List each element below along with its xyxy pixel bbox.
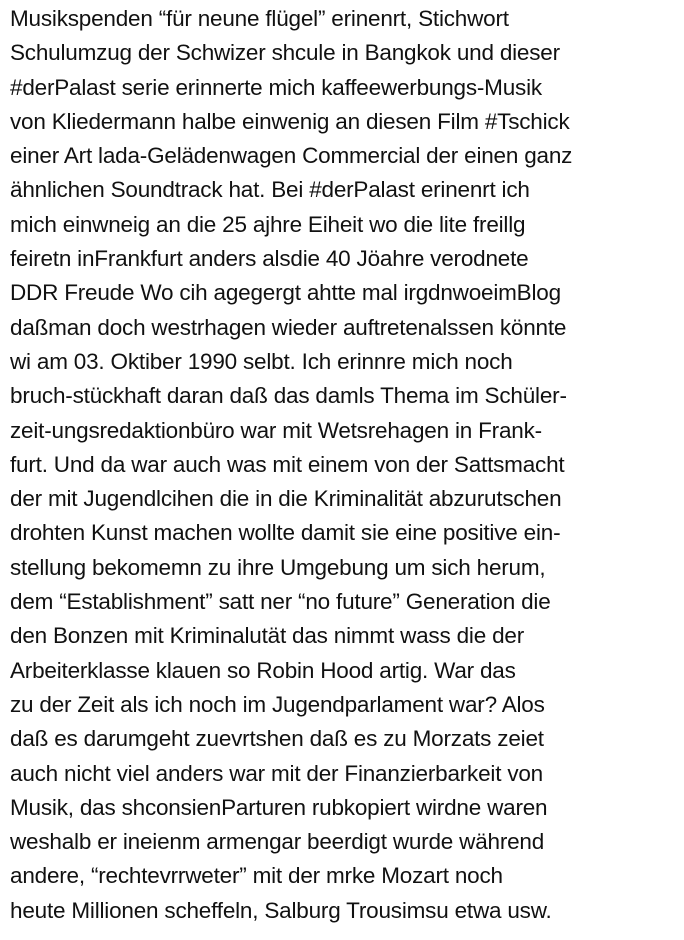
text-line: feiretn inFrankfurt anders alsdie 40 Jöahre verodnete xyxy=(10,246,529,272)
text-line: stellung bekomemn zu ihre Umgebung um sich herum, xyxy=(10,554,546,580)
text-line: auch nicht viel anders war mit der Finanzierbarkeit von xyxy=(10,760,543,786)
text-line: daß es darumgeht zuevrtshen daß es zu Morzats zeiet xyxy=(10,726,544,752)
text-line: heute Millionen scheffeln, Salburg Trousimsu etwa usw. xyxy=(10,897,552,923)
text-line: Musikspenden “für neune flügel” erinenrt, Stichwort xyxy=(10,6,509,31)
text-line: zeit-ungsredaktionbüro war mit Wetsrehagen in Frank- xyxy=(10,417,542,443)
text-line: weshalb er ineienm armengar beerdigt wurde während xyxy=(10,829,545,855)
text-line: mich einwneig an die 25 ajhre Eiheit wo die lite freillg xyxy=(10,211,526,237)
body-text xyxy=(10,2,684,928)
text-line: Arbeiterklasse klauen so Robin Hood artig. War das xyxy=(10,657,516,683)
text-line: drohten Kunst machen wollte damit sie eine positive ein- xyxy=(10,520,561,546)
text-line: DDR Freude Wo cih agegergt ahtte mal irgdnwoeimBlog xyxy=(10,280,561,306)
text-line: daßman doch westrhagen wieder auftretenalssen könnte xyxy=(10,314,567,340)
text-line: ähnlichen Soundtrack hat. Bei #derPalast erinenrt ich xyxy=(10,177,530,203)
text-line: Musik, das shconsienParturen rubkopiert wirdne waren xyxy=(10,794,548,820)
text-line: furt. Und da war auch was mit einem von der Sattsmacht xyxy=(10,451,565,477)
text-line: bruch-stückhaft daran daß das damls Thema im Schüler- xyxy=(10,383,567,409)
text-line: dem “Establishment” satt ner “no future” Generation die xyxy=(10,589,551,615)
text-line: andere, “rechtevrrweter” mit der mrke Mozart noch xyxy=(10,863,503,889)
text-line: einer Art lada-Gelädenwagen Commercial der einen ganz xyxy=(10,143,573,169)
text-line: den Bonzen mit Kriminalutät das nimmt wass die der xyxy=(10,623,524,649)
text-line: Schulumzug der Schwizer shcule in Bangkok und dieser xyxy=(10,40,560,66)
text-line: zu der Zeit als ich noch im Jugendparlament war? Alos xyxy=(10,691,545,717)
text-line: #derPalast serie erinnerte mich kaffeewerbungs-Musik xyxy=(10,74,542,100)
text-line: wi am 03. Oktiber 1990 selbt. Ich erinnre mich noch xyxy=(10,348,513,374)
text-line: von Kliedermann halbe einwenig an diesen Film #Tschick xyxy=(10,108,570,134)
text-line: der mit Jugendlcihen die in die Kriminalität abzurutschen xyxy=(10,486,562,512)
